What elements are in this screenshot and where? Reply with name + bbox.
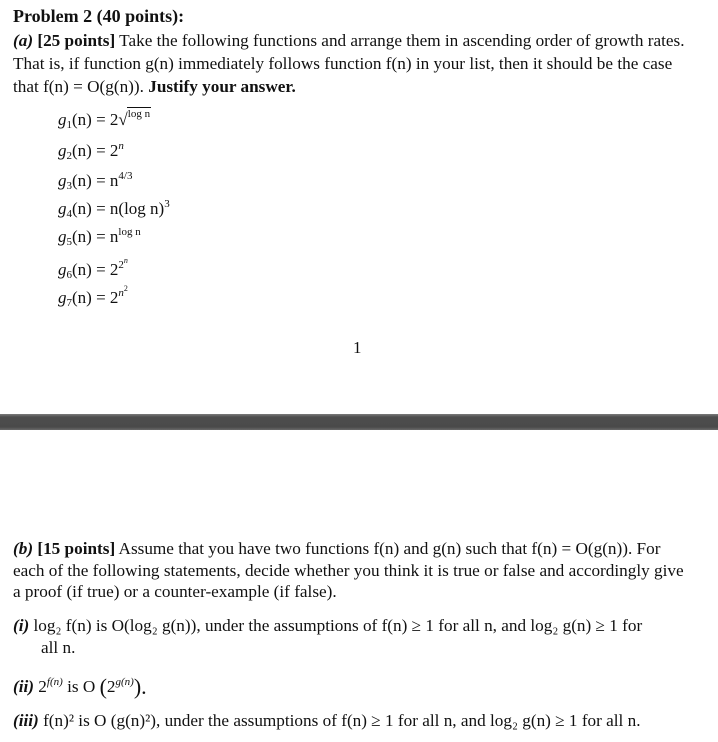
part-a-text-1: Take the following functions and arrange them in ascending order of growth rates. xyxy=(115,31,685,50)
item-iii-text: f(n)² is O (g(n)²), under the assumptions of f(n) ≥ 1 for all n, and log₂ g(n) ≥ 1 for all n. xyxy=(38,711,641,730)
function-g2: $g_2(n) = 2^n$ xyxy=(58,140,124,162)
problem-title: Problem 2 (40 points): xyxy=(13,6,185,26)
part-b-line-2: each of the following statements, decide whether you think it is true or false and accordingly give xyxy=(13,561,684,580)
item-ii-label: (ii) xyxy=(13,677,34,696)
part-a-line-1 xyxy=(13,30,685,52)
justify-instruction: Justify your answer. xyxy=(148,77,296,96)
part-a-label: (a) xyxy=(13,31,34,50)
item-iii-label: (iii) xyxy=(13,711,39,730)
item-i-label: (i) xyxy=(13,616,30,635)
function-g6: $g_6(n) = 2^{2^n}$ xyxy=(58,256,128,281)
part-b-line-3: a proof (if true) or a counter-example (if false). xyxy=(13,582,337,601)
item-iii xyxy=(13,711,641,731)
item-i xyxy=(13,616,642,636)
function-g5: $g_5(n) = n^{log n}$ xyxy=(58,226,141,248)
item-i-continuation: all n. xyxy=(41,638,76,657)
part-b-points: [15 points] xyxy=(37,539,116,558)
part-a-points: [25 points] xyxy=(37,31,116,50)
part-a-line-3 xyxy=(13,76,296,98)
part-b-text-1: Assume that you have two functions f(n) and g(n) such that f(n) = O(g(n)). For xyxy=(115,539,661,558)
part-a-text-3: that f(n) = O(g(n)). xyxy=(13,77,149,96)
function-g7: $g_7(n) = 2^{n^2}$ xyxy=(58,284,128,309)
item-i-text: log₂ f(n) is O(log₂ g(n)), under the assumptions of f(n) ≥ 1 for all n, and log₂ g(n) ≥ 1 for xyxy=(29,616,643,635)
function-g3: $g_3(n) = n^{4/3}$ xyxy=(58,170,133,192)
page-separator xyxy=(0,414,718,430)
item-ii: (ii) $2^{f(n)}$ is O $(2^{g(n)})$. xyxy=(13,674,147,699)
page-2 xyxy=(0,430,718,742)
function-g1: $g_1(n) = 2√\log$ n xyxy=(58,108,151,131)
part-b-label: (b) xyxy=(13,539,34,558)
page-number: 1 xyxy=(353,338,362,357)
sqrt-sign: √ xyxy=(118,110,128,129)
function-g4: $g_4(n) = n(\log$ n)$^3$ xyxy=(58,198,170,220)
part-a-line-2: That is, if function g(n) immediately follows function f(n) in your list, then it should be the case xyxy=(13,54,673,73)
part-b-line-1 xyxy=(13,538,660,560)
